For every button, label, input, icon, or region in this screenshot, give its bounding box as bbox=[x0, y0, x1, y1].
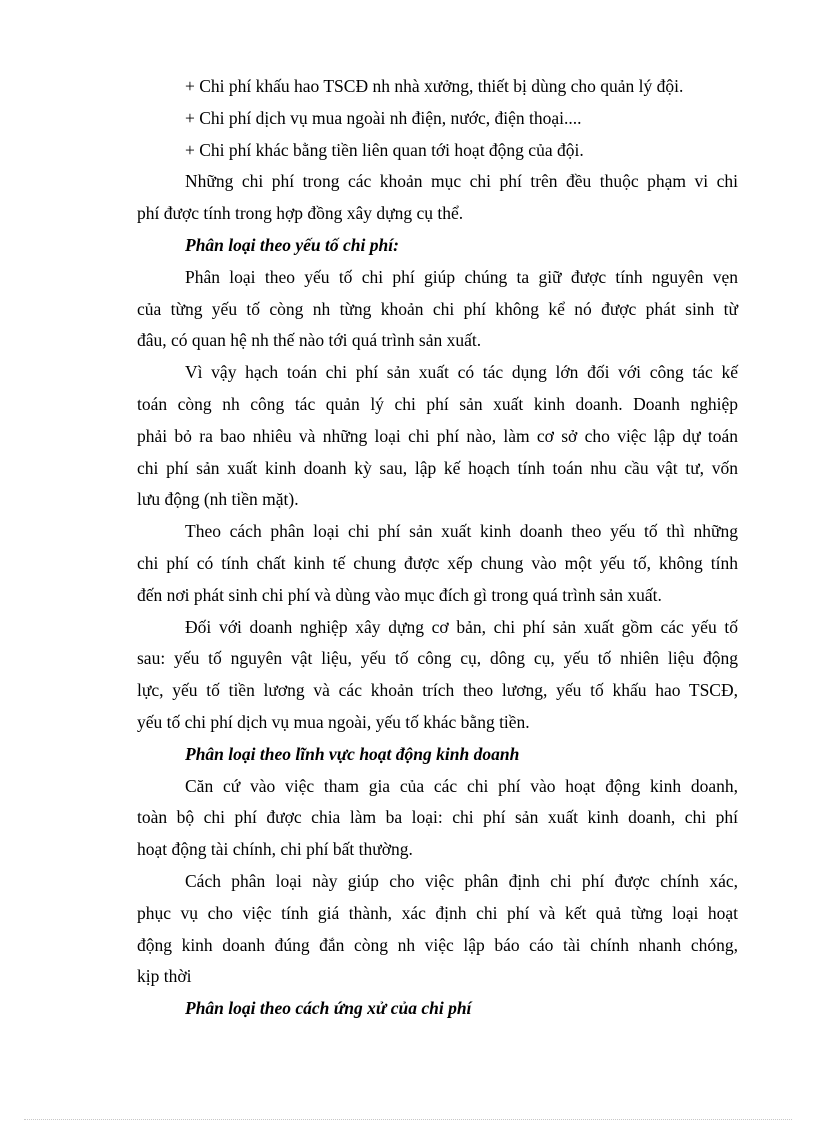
body-text-line: chi phí có tính chất kinh tế chung được xếp chung vào một yếu tố, không tính bbox=[137, 552, 738, 573]
body-text-line: Cách phân loại này giúp cho việc phân định chi phí được chính xác, bbox=[185, 870, 738, 891]
body-text-line: phục vụ cho việc tính giá thành, xác định chi phí và kết quả từng loại hoạt bbox=[137, 902, 738, 923]
section-heading: Phân loại theo cách ứng xử của chi phí bbox=[185, 998, 472, 1019]
body-text-line: kịp thời bbox=[137, 966, 192, 987]
body-text-line: Căn cứ vào việc tham gia của các chi phí vào hoạt động kinh doanh, bbox=[185, 775, 738, 796]
body-text-line: Phân loại theo yếu tố chi phí giúp chúng ta giữ được tính nguyên vẹn bbox=[185, 266, 738, 287]
body-text-line: phí được tính trong hợp đồng xây dựng cụ thể. bbox=[137, 203, 464, 224]
body-text-line: yếu tố chi phí dịch vụ mua ngoài, yếu tố khác bằng tiền. bbox=[137, 711, 530, 732]
body-text-line: động kinh doanh đúng đắn còng nh việc lập báo cáo tài chính nhanh chóng, bbox=[137, 934, 738, 955]
body-text-line: + Chi phí khác bằng tiền liên quan tới hoạt động của đội. bbox=[185, 139, 584, 160]
body-text-line: Theo cách phân loại chi phí sản xuất kinh doanh theo yếu tố thì những bbox=[185, 521, 738, 542]
body-text-line: đến nơi phát sinh chi phí và dùng vào mục đích gì trong quá trình sản xuất. bbox=[137, 584, 662, 605]
page-bottom-divider bbox=[24, 1119, 792, 1120]
section-heading: Phân loại theo lĩnh vực hoạt động kinh doanh bbox=[185, 743, 520, 764]
body-text-line: sau: yếu tố nguyên vật liệu, yếu tố công cụ, dông cụ, yếu tố nhiên liệu động bbox=[137, 648, 738, 669]
body-text-line: toán còng nh công tác quản lý chi phí sản xuất kinh doanh. Doanh nghiệp bbox=[137, 393, 738, 414]
body-text-line: lực, yếu tố tiền lương và các khoản trích theo lương, yếu tố khấu hao TSCĐ, bbox=[137, 680, 738, 701]
body-text-line: toàn bộ chi phí được chia làm ba loại: chi phí sản xuất kinh doanh, chi phí bbox=[137, 807, 738, 828]
body-text-line: phải bỏ ra bao nhiêu và những loại chi phí nào, làm cơ sở cho việc lập dự toán bbox=[137, 425, 738, 446]
body-text-line: chi phí sản xuất kinh doanh kỳ sau, lập kế hoạch tính toán nhu cầu vật tư, vốn bbox=[137, 457, 738, 478]
section-heading: Phân loại theo yếu tố chi phí: bbox=[185, 234, 399, 255]
body-text-line: hoạt động tài chính, chi phí bất thường. bbox=[137, 839, 413, 860]
body-text-line: + Chi phí dịch vụ mua ngoài nh điện, nước, điện thoại.... bbox=[185, 107, 582, 128]
body-text-line: + Chi phí khấu hao TSCĐ nh nhà xưởng, thiết bị dùng cho quản lý đội. bbox=[185, 76, 684, 96]
body-text-line: đâu, có quan hệ nh thế nào tới quá trình sản xuất. bbox=[137, 330, 482, 351]
body-text-line: của từng yếu tố còng nh từng khoản chi phí không kể nó được phát sinh từ bbox=[137, 298, 738, 319]
body-text-line: Những chi phí trong các khoản mục chi phí trên đều thuộc phạm vi chi bbox=[185, 171, 738, 192]
document-body bbox=[137, 71, 738, 1025]
body-text-line: Vì vậy hạch toán chi phí sản xuất có tác dụng lớn đối với công tác kế bbox=[185, 362, 738, 383]
body-text-line: Đối với doanh nghiệp xây dựng cơ bản, chi phí sản xuất gồm các yếu tố bbox=[185, 616, 738, 637]
body-text-line: lưu động (nh tiền mặt). bbox=[137, 489, 299, 510]
